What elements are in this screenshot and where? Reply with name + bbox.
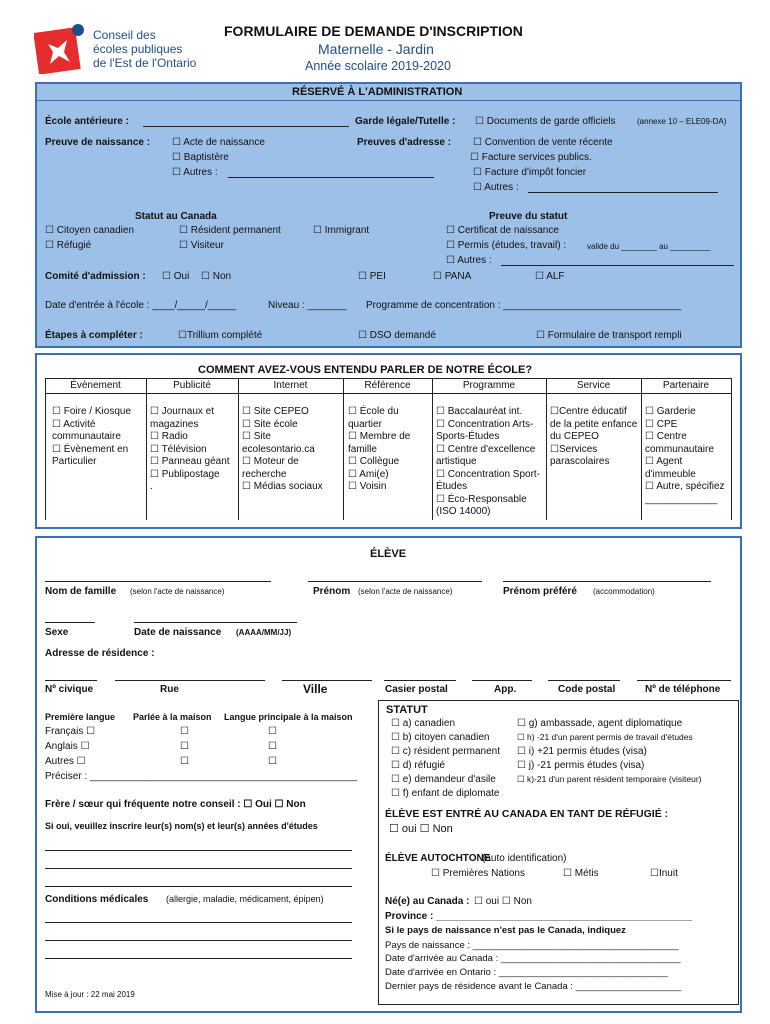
autres-adresse-checkbox[interactable]: ☐ Autres :: [473, 182, 519, 193]
logo-line-2: écoles publiques: [93, 42, 183, 56]
langue-head-2: Parlée à la maison: [133, 712, 212, 722]
statut-heading: Statut au Canada: [135, 211, 217, 222]
statut-h-checkbox[interactable]: ☐ h) -21 d'un parent permis de travail d'études: [517, 732, 693, 742]
garde-label: Garde légale/Tutelle :: [355, 116, 456, 127]
langue-francais[interactable]: Français ☐: [45, 726, 96, 737]
autochtone-note: (auto identification): [482, 853, 567, 864]
visiteur-checkbox[interactable]: ☐ Visiteur: [179, 240, 224, 251]
autres-preuve-field[interactable]: [501, 265, 734, 266]
principale-francais-checkbox[interactable]: ☐: [268, 726, 277, 737]
admin-heading: RÉSERVÉ À L'ADMINISTRATION: [292, 86, 463, 98]
langue-head-3: Langue principale à la maison: [224, 712, 353, 722]
ecole-field[interactable]: [143, 126, 349, 127]
citoyen-checkbox[interactable]: ☐ Citoyen canadien: [45, 225, 135, 236]
telephone-field[interactable]: [637, 680, 731, 681]
convention-checkbox[interactable]: ☐ Convention de vente récente: [473, 137, 613, 148]
fratrie-line-3[interactable]: [45, 886, 352, 887]
civique-label: Nº civique: [45, 684, 94, 695]
casier-field[interactable]: [384, 680, 456, 681]
comite-label: Comité d'admission :: [45, 271, 146, 282]
school-year: Année scolaire 2019-2020: [305, 59, 451, 73]
sexe-field[interactable]: [45, 622, 95, 623]
conditions-line-1[interactable]: [45, 922, 352, 923]
logo-icon: [34, 22, 86, 74]
rue-field[interactable]: [115, 680, 265, 681]
parlee-francais-checkbox[interactable]: ☐: [180, 726, 189, 737]
nom-note: (selon l'acte de naissance): [130, 587, 225, 596]
form-title: FORMULAIRE DE DEMANDE D'INSCRIPTION: [224, 23, 523, 39]
rue-label: Rue: [160, 684, 179, 695]
prenom-label: Prénom: [313, 586, 351, 597]
hear-col-partenaire-options[interactable]: ☐ Garderie ☐ CPE ☐ Centre communautaire ☐ Agent d'immeuble ☐ Autre, spécifiez _____________: [645, 406, 725, 505]
province-field[interactable]: Province : ______________________________________________: [385, 911, 692, 922]
facture-impot-checkbox[interactable]: ☐ Facture d'impôt foncier: [473, 167, 587, 178]
sexe-label: Sexe: [45, 627, 69, 638]
naissance-label: Preuve de naissance :: [45, 137, 151, 148]
prenom-prefere-label: Prénom préféré: [503, 586, 577, 597]
permis-validite: valide du ________ au _________: [587, 242, 711, 251]
refugie-options[interactable]: ☐ oui ☐ Non: [389, 823, 453, 835]
metis-checkbox[interactable]: ☐ Métis: [563, 868, 599, 879]
conditions-line-3[interactable]: [45, 958, 352, 959]
fratrie-line-1[interactable]: [45, 850, 352, 851]
ddn-note: (AAAA/MM/JJ): [236, 628, 292, 637]
transport-checkbox[interactable]: ☐ Formulaire de transport rempli: [536, 330, 682, 341]
conditions-label: Conditions médicales: [45, 894, 149, 905]
student-heading: ÉLÈVE: [370, 548, 407, 560]
hear-col-programme-options[interactable]: ☐ Baccalauréat int. ☐ Concentration Arts-Sports-Études ☐ Centre d'excellence artistique ☐ Concentration Sport-Études ☐ Éco-Responsable (ISO 14000): [436, 406, 541, 517]
trillium-checkbox[interactable]: ☐Trillium complété: [178, 330, 263, 341]
alf-checkbox[interactable]: ☐ ALF: [535, 271, 565, 282]
conditions-note: (allergie, maladie, médicament, épipen): [166, 894, 324, 904]
hear-col-service-head: Service: [576, 380, 611, 391]
etapes-label: Étapes à compléter :: [45, 330, 143, 341]
app-field[interactable]: [472, 680, 532, 681]
statut-k-checkbox[interactable]: ☐ k)-21 d'un parent résident temporaire (visiteur): [517, 774, 702, 784]
inuit-checkbox[interactable]: ☐Inuit: [650, 868, 678, 879]
statut-heading-box: STATUT: [386, 704, 428, 716]
telephone-label: Nº de téléphone: [645, 684, 721, 695]
si-oui-label: Si oui, veuillez inscrire leur(s) nom(s) et leur(s) années d'études: [45, 821, 318, 831]
statut-j-checkbox[interactable]: ☐ j) -21 permis études (visa): [517, 760, 645, 771]
comite-oui-checkbox[interactable]: ☐ Oui: [162, 271, 190, 282]
preciser-field[interactable]: Préciser : ________________________________________________: [45, 771, 357, 782]
immigrant-checkbox[interactable]: ☐ Immigrant: [313, 225, 370, 236]
langue-head-1: Première langue: [45, 712, 116, 722]
baptistere-checkbox[interactable]: ☐ Baptistère: [172, 152, 229, 163]
frere-soeur-question[interactable]: Frère / sœur qui fréquente notre conseil : ☐ Oui ☐ Non: [45, 799, 306, 810]
adresse-residence-label: Adresse de résidence :: [45, 648, 155, 659]
ville-label: Ville: [303, 682, 328, 696]
hear-col-internet-head: Internet: [273, 380, 308, 391]
autres-naissance-checkbox[interactable]: ☐ Autres :: [172, 167, 218, 178]
hear-col-programme-head: Programme: [462, 380, 516, 391]
ddn-field[interactable]: [134, 622, 297, 623]
prenom-prefere-note: (accommodation): [593, 587, 655, 596]
si-pays-label: Si le pays de naissance n'est pas le Canada, indiquez: [385, 925, 626, 936]
prenom-prefere-field[interactable]: [503, 581, 711, 582]
dso-checkbox[interactable]: ☐ DSO demandé: [358, 330, 436, 341]
code-postal-field[interactable]: [548, 680, 620, 681]
hear-heading: COMMENT AVEZ-VOUS ENTENDU PARLER DE NOTRE ÉCOLE?: [198, 364, 533, 376]
logo-line-1: Conseil des: [93, 28, 156, 42]
langue-anglais[interactable]: Anglais ☐: [45, 741, 90, 752]
autochtone-label: ÉLÈVE AUTOCHTONE: [385, 853, 491, 864]
resident-checkbox[interactable]: ☐ Résident permanent: [179, 225, 281, 236]
hear-col-service-options[interactable]: ☐Centre éducatif de la petite enfance du CEPEO ☐Services parascolaires: [550, 406, 638, 467]
nom-label: Nom de famille: [45, 586, 117, 597]
concentration-field[interactable]: Programme de concentration : ________________________________: [366, 300, 682, 311]
principale-anglais-checkbox[interactable]: ☐: [268, 741, 277, 752]
autres-naissance-field[interactable]: [228, 177, 434, 178]
statut-f-checkbox[interactable]: ☐ f) enfant de diplomate: [391, 788, 500, 799]
garde-note: (annexe 10 – ELE09-DA): [637, 117, 727, 126]
principale-autres-checkbox[interactable]: ☐: [268, 756, 277, 767]
garde-checkbox[interactable]: ☐ Documents de garde officiels: [475, 116, 616, 127]
statut-e-checkbox[interactable]: ☐ e) demandeur d'asile: [391, 774, 496, 785]
code-postal-label: Code postal: [558, 684, 616, 695]
preuve-heading: Preuve du statut: [489, 211, 568, 222]
parlee-autres-checkbox[interactable]: ☐: [180, 756, 189, 767]
date-entree-field[interactable]: Date d'entrée à l'école : ____/_____/_____: [45, 300, 236, 311]
ne-canada-label: Né(e) au Canada :: [385, 896, 470, 907]
ddn-label: Date de naissance: [134, 627, 222, 638]
update-note: Mise à jour : 22 mai 2019: [45, 990, 135, 999]
conditions-line-2[interactable]: [45, 940, 352, 941]
statut-g-checkbox[interactable]: ☐ g) ambassade, agent diplomatique: [517, 718, 683, 729]
pana-checkbox[interactable]: ☐ PANA: [433, 271, 472, 282]
pei-checkbox[interactable]: ☐ PEI: [358, 271, 386, 282]
premieres-nations-checkbox[interactable]: ☐ Premières Nations: [431, 868, 525, 879]
casier-label: Casier postal: [385, 684, 448, 695]
hear-col-evenement-head: Évènement: [70, 380, 121, 391]
ville-field[interactable]: [282, 680, 372, 681]
civique-field[interactable]: [45, 680, 97, 681]
statut-a-checkbox[interactable]: ☐ a) canadien: [391, 718, 456, 729]
hear-col-publicite-options[interactable]: ☐ Journaux et magazines ☐ Radio ☐ Télévision ☐ Panneau géant ☐ Publipostage .: [150, 406, 230, 492]
statut-c-checkbox[interactable]: ☐ c) résident permanent: [391, 746, 501, 757]
parlee-anglais-checkbox[interactable]: ☐: [180, 741, 189, 752]
statut-b-checkbox[interactable]: ☐ b) citoyen canadien: [391, 732, 490, 743]
facture-services-checkbox[interactable]: ☐ Facture services publics.: [470, 152, 592, 163]
arrivee-ontario-field[interactable]: Date d'arrivée en Ontario : ________________________________: [385, 967, 668, 978]
dernier-pays-field[interactable]: Dernier pays de résidence avant le Canada : ____________________: [385, 981, 682, 992]
hear-col-reference-head: Référence: [364, 380, 411, 391]
hear-col-partenaire-head: Partenaire: [662, 380, 710, 391]
ecole-label: École antérieure :: [45, 116, 129, 127]
statut-i-checkbox[interactable]: ☐ i) +21 permis études (visa): [517, 746, 647, 757]
nom-field[interactable]: [45, 581, 271, 582]
fratrie-line-2[interactable]: [45, 868, 352, 869]
langue-autres[interactable]: Autres ☐: [45, 756, 86, 767]
pays-naissance-field[interactable]: Pays de naissance : _______________________________________: [385, 940, 679, 951]
permis-checkbox[interactable]: ☐ Permis (études, travail) :: [446, 240, 567, 251]
autres-adresse-field[interactable]: [528, 192, 718, 193]
ne-canada-options[interactable]: ☐ oui ☐ Non: [474, 896, 532, 907]
app-label: App.: [494, 684, 517, 695]
logo-line-3: de l'Est de l'Ontario: [93, 56, 197, 70]
prenom-field[interactable]: [308, 581, 482, 582]
hear-col-evenement-options[interactable]: ☐ Foire / Kiosque ☐ Activité communautaire ☐ Évènement en Particulier: [52, 406, 131, 467]
hear-col-reference-options[interactable]: ☐ École du quartier ☐ Membre de famille ☐ Collègue ☐ Ami(e) ☐ Voisin: [348, 406, 411, 492]
arrivee-canada-field[interactable]: Date d'arrivée au Canada : __________________________________: [385, 953, 681, 964]
form-subtitle: Maternelle - Jardin: [318, 41, 434, 57]
refugie-label: ÉLÈVE EST ENTRÉ AU CANADA EN TANT DE RÉFUGIÉ :: [385, 808, 669, 820]
statut-d-checkbox[interactable]: ☐ d) réfugié: [391, 760, 445, 771]
autres-preuve-checkbox[interactable]: ☐ Autres :: [446, 255, 492, 266]
certificat-checkbox[interactable]: ☐ Certificat de naissance: [446, 225, 559, 236]
hear-col-internet-options[interactable]: ☐ Site CEPEO ☐ Site école ☐ Site ecolesontario.ca ☐ Moteur de recherche ☐ Médias sociaux: [242, 406, 323, 492]
adresse-label: Preuves d'adresse :: [357, 137, 452, 148]
niveau-field[interactable]: Niveau : _______: [268, 300, 347, 311]
prenom-note: (selon l'acte de naissance): [358, 587, 453, 596]
refugie-checkbox[interactable]: ☐ Réfugié: [45, 240, 92, 251]
logo: [34, 22, 86, 74]
comite-non-checkbox[interactable]: ☐ Non: [201, 271, 232, 282]
hear-col-publicite-head: Publicité: [173, 380, 211, 391]
acte-naissance-checkbox[interactable]: ☐ Acte de naissance: [172, 137, 265, 148]
